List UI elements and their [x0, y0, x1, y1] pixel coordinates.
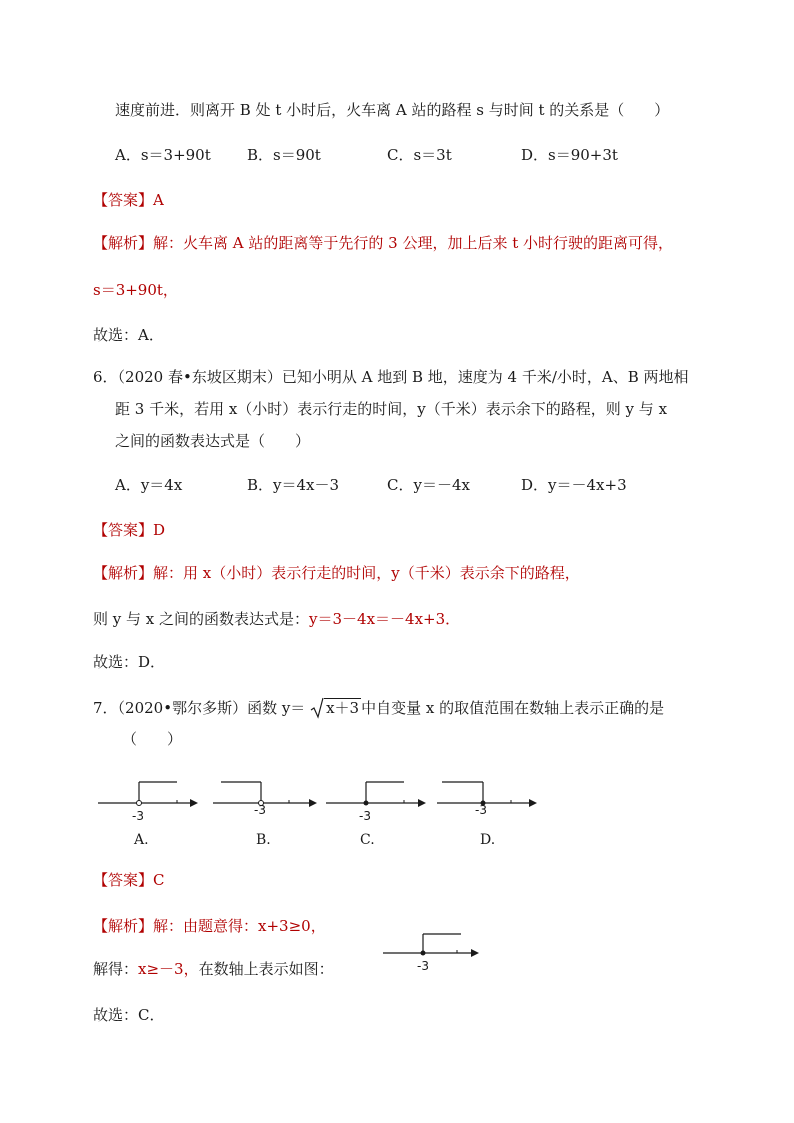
q7-analysis-line2 [93, 959, 334, 979]
q7-stem-line1 [93, 698, 664, 718]
number-line-a-tick-label: -3 [132, 809, 144, 823]
q7-answer-label: 【答案】 [93, 871, 154, 889]
q7-analysis-solve-lead: 解得： [93, 960, 139, 978]
q6-option-b: B．y＝4x－3 [247, 476, 340, 494]
q5-option-a: A．s＝3+90t [115, 146, 211, 164]
q7-radicand: x＋3 [326, 699, 360, 717]
q5-answer-value: A [153, 191, 164, 209]
number-line-c [326, 778, 426, 838]
q5-analysis-line1 [93, 233, 673, 253]
q6-analysis-line2-formula: y＝3－4x＝－4x+3． [309, 610, 461, 628]
q5-answer-label: 【答案】 [93, 191, 154, 209]
q7-analysis-line1 [93, 916, 326, 936]
number-line-d [437, 778, 537, 838]
option-d-label: D. [480, 832, 496, 848]
q6-answer-label: 【答案】 [93, 521, 154, 539]
q6-option-a: A．y＝4x [115, 476, 183, 494]
q6-analysis-line2-lead: 则 y 与 x 之间的函数表达式是： [93, 610, 310, 628]
q6-option-d: D．y＝－4x+3 [521, 476, 627, 494]
q7-analysis-tail: 在数轴上表示如图： [198, 960, 334, 978]
q6-option-c: C．y＝－4x [387, 476, 470, 494]
solution-number-line [383, 928, 479, 988]
number-line-c-tick-label: -3 [359, 809, 371, 823]
q5-answer [93, 190, 164, 210]
q7-stem-prefix: 7．（2020•鄂尔多斯）函数 y＝ [93, 699, 306, 717]
q6-stem-line1: 6．（2020 春•东坡区期末）已知小明从 A 地到 B 地，速度为 4 千米/小时，A、B 两地相 [93, 368, 689, 386]
q5-option-c: C．s＝3t [387, 146, 452, 164]
q7-analysis-solution: x≥－3， [138, 960, 199, 978]
option-b-label: B. [256, 832, 271, 848]
option-c-label: C. [360, 832, 375, 848]
option-a-label: A. [134, 832, 149, 848]
q6-answer-value: D [153, 521, 166, 539]
sqrt-sign-icon [310, 697, 324, 719]
q6-answer [93, 520, 165, 540]
q7-analysis-inequality: x+3≥0， [258, 917, 326, 935]
q6-analysis-line1 [93, 563, 580, 583]
q6-conclusion: 故选：D． [93, 653, 166, 671]
q7-stem-line2: （ ） [122, 730, 183, 748]
q5-conclusion: 故选：A． [93, 326, 164, 344]
number-line-d-tick-label: -3 [475, 803, 487, 817]
q5-stem-tail: 速度前进．则离开 B 处 t 小时后，火车离 A 站的路程 s 与时间 t 的关系是（ ） [115, 101, 670, 119]
q6-analysis-line2 [93, 609, 460, 629]
q7-answer-value: C [153, 871, 165, 889]
number-line-a [98, 778, 198, 838]
q6-stem-line3: 之间的函数表达式是（ ） [115, 432, 311, 450]
q7-answer [93, 870, 165, 890]
q7-stem-suffix: 中自变量 x 的取值范围在数轴上表示正确的是 [361, 699, 665, 717]
solution-number-line-tick-label: -3 [417, 959, 429, 973]
q7-sqrt-expression [310, 698, 361, 718]
q6-analysis-label: 【解析】 [93, 564, 154, 582]
q5-analysis-line2: s＝3+90t， [93, 281, 178, 299]
q5-analysis-text: 解：火车离 A 站的距离等于先行的 3 公理，加上后来 t 小时行驶的距离可得， [153, 234, 674, 252]
q6-stem-line2: 距 3 千米，若用 x（小时）表示行走的时间，y（千米）表示余下的路程，则 y 与 x [115, 400, 668, 418]
q7-conclusion: 故选：C． [93, 1006, 165, 1024]
q5-analysis-label: 【解析】 [93, 234, 154, 252]
q5-option-d: D．s＝90+3t [521, 146, 618, 164]
q6-analysis-text: 解：用 x（小时）表示行走的时间，y（千米）表示余下的路程， [153, 564, 580, 582]
q5-option-b: B．s＝90t [247, 146, 321, 164]
number-line-b-tick-label: -3 [254, 803, 266, 817]
q7-analysis-label: 【解析】 [93, 917, 154, 935]
q7-analysis-text: 解：由题意得： [153, 917, 259, 935]
